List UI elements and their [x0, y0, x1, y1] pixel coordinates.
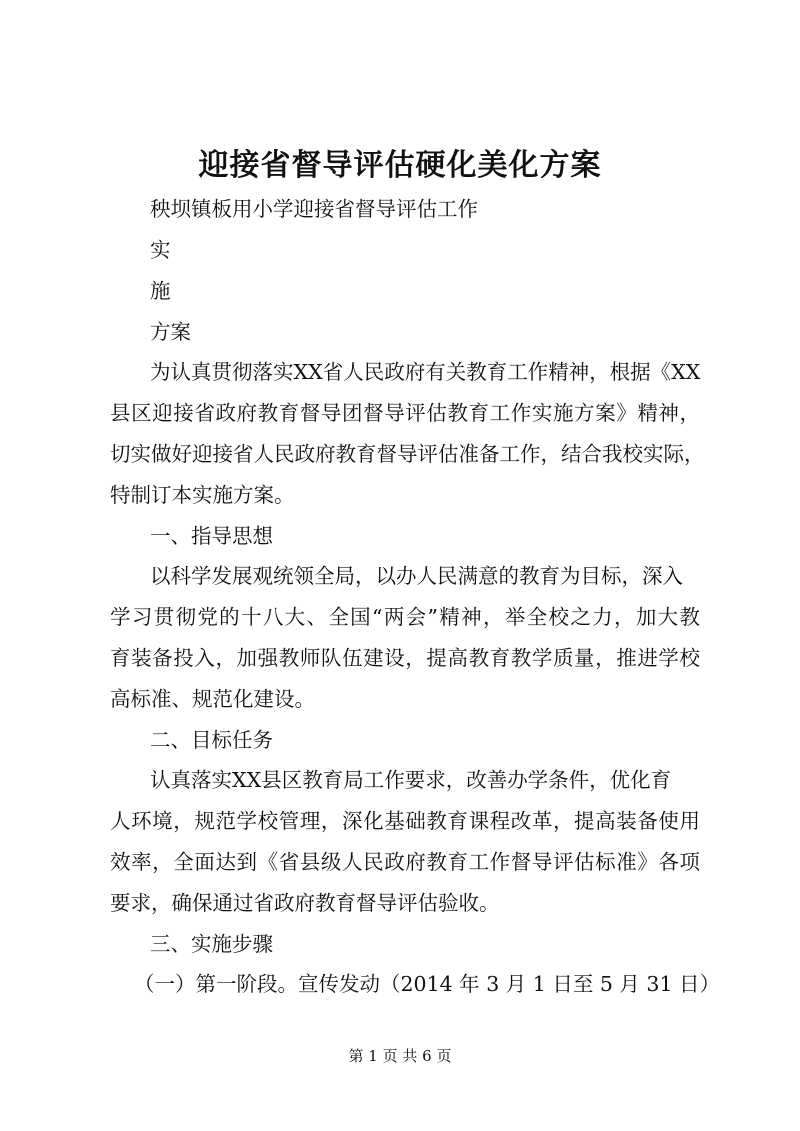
subtitle-line: 秧坝镇板用小学迎接省督导评估工作 — [150, 197, 478, 221]
paragraph-line: 效率，全面达到《省县级人民政府教育工作督导评估标准》各项 — [110, 850, 700, 874]
paragraph-line: 县区迎接省政府教育督导团督导评估教育工作实施方案》精神， — [110, 401, 700, 425]
paragraph-line: 人环境，规范学校管理，深化基础教育课程改革，提高装备使用 — [110, 809, 700, 833]
paragraph-line: 认真落实XX县区教育局工作要求，改善办学条件，优化育 — [150, 768, 672, 792]
subtitle-char-line: 施 — [150, 279, 171, 303]
paragraph-line: 高标准、规范化建设。 — [110, 687, 315, 711]
subtitle-char-line: 实 — [150, 238, 171, 262]
paragraph-line: 要求，确保通过省政府教育督导评估验收。 — [110, 891, 500, 915]
paragraph-line: 育装备投入，加强教师队伍建设，提高教育教学质量，推进学校 — [110, 646, 700, 670]
section-heading: 二、目标任务 — [150, 728, 273, 752]
page-number: 第 1 页 共 6 页 — [348, 1047, 452, 1065]
paragraph-line: 以科学发展观统领全局，以办人民满意的教育为目标，深入 — [150, 564, 683, 588]
paragraph-line: 切实做好迎接省人民政府教育督导评估准备工作，结合我校实际， — [110, 442, 705, 466]
step-heading: （一）第一阶段。宣传发动（2014 年 3 月 1 日至 5 月 31 日） — [134, 972, 721, 996]
subtitle-char-line: 方案 — [150, 320, 191, 344]
paragraph-line: 学习贯彻党的十八大、全国“两会”精神，举全校之力，加大教 — [110, 605, 700, 629]
paragraph-line: 特制订本实施方案。 — [110, 483, 295, 507]
document-title: 迎接省督导评估硬化美化方案 — [198, 148, 602, 183]
paragraph-line: 为认真贯彻落实XX省人民政府有关教育工作精神，根据《XX — [150, 360, 701, 384]
section-heading: 一、指导思想 — [150, 524, 273, 548]
section-heading: 三、实施步骤 — [150, 932, 273, 956]
